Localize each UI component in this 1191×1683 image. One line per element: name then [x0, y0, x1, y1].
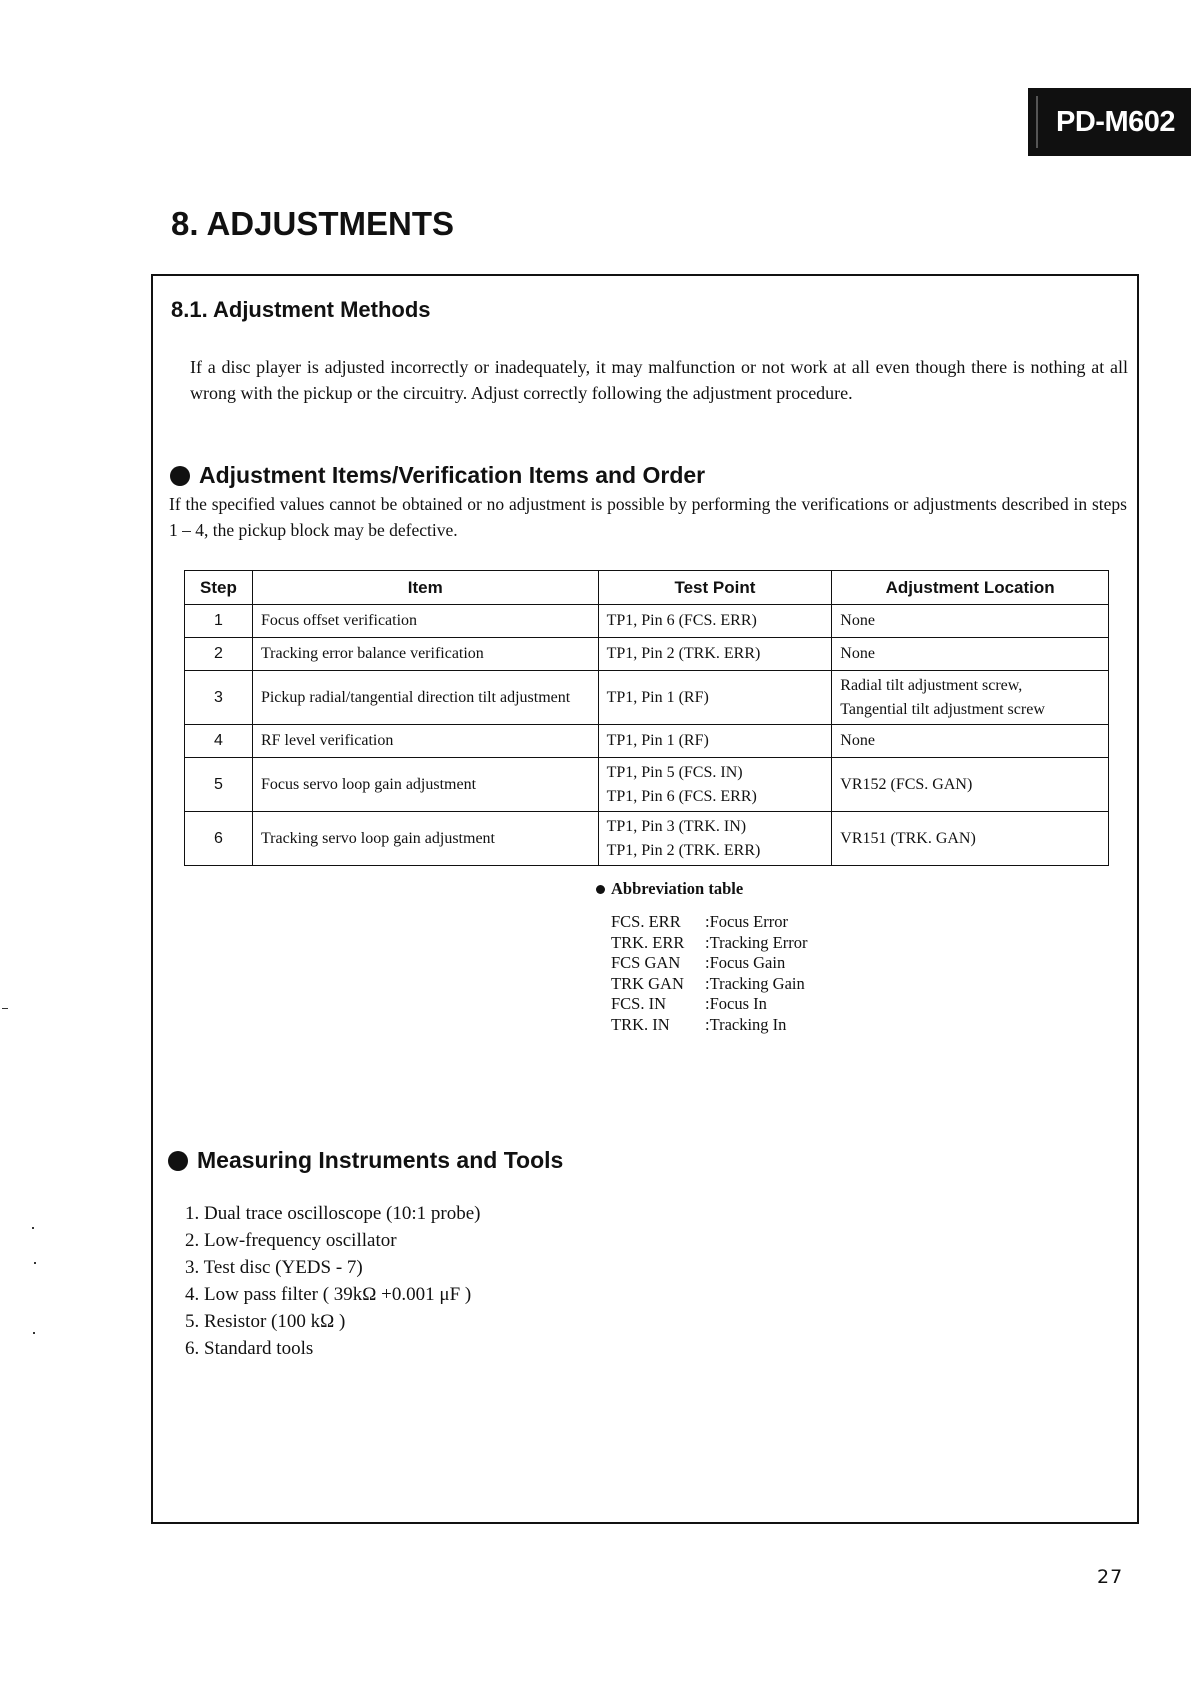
tools-heading [168, 1147, 563, 1174]
location-line: Tangential tilt adjustment screw [840, 700, 1045, 718]
page-number: 27 [1097, 1566, 1124, 1588]
abbreviation-table [611, 912, 808, 1035]
test-point-line: TP1, Pin 1 (RF) [606, 732, 709, 749]
abbreviation-code: TRK GAN [611, 973, 684, 993]
step-cell: 4 [185, 725, 253, 758]
item-cell: Focus offset verification [252, 605, 598, 638]
location-line: None [840, 612, 875, 629]
abbreviation-meaning: :Tracking In [705, 1014, 787, 1034]
table-row [185, 725, 1109, 758]
model-tab [1028, 88, 1191, 156]
scan-speck [32, 1227, 34, 1229]
test-point-line: TP1, Pin 2 (TRK. ERR) [606, 645, 761, 662]
header-adjustment-location: Adjustment Location [832, 571, 1109, 605]
abbreviation-row [611, 994, 808, 1015]
location-line: VR151 (TRK. GAN) [840, 829, 976, 847]
order-heading-text: Adjustment Items/Verification Items and Order [199, 462, 706, 488]
abbreviation-row [611, 912, 808, 933]
test-point-line: TP1, Pin 3 (TRK. IN) [606, 817, 747, 835]
test-point-line: TP1, Pin 2 (TRK. ERR) [606, 841, 761, 859]
abbreviation-row [611, 953, 808, 974]
abbreviation-code: FCS GAN [611, 953, 681, 972]
step-cell: 6 [185, 812, 253, 866]
table-row [185, 758, 1109, 812]
step-cell: 2 [185, 638, 253, 671]
table-header-row [185, 571, 1109, 605]
abbreviation-code: FCS. ERR [611, 912, 681, 931]
header-item: Item [252, 571, 598, 605]
test-point-cell [598, 725, 832, 758]
page-title: 8. ADJUSTMENTS [171, 205, 454, 242]
location-cell [832, 671, 1109, 725]
list-item: 6. Standard tools [185, 1338, 314, 1359]
abbreviation-row [611, 974, 808, 995]
location-line: None [840, 645, 875, 662]
item-cell: Focus servo loop gain adjustment [252, 758, 598, 812]
abbreviation-meaning: :Tracking Gain [705, 973, 805, 993]
section-title: 8.1. Adjustment Methods [171, 297, 431, 322]
test-point-line: TP1, Pin 6 (FCS. ERR) [606, 612, 757, 629]
abbreviation-title-text: Abbreviation table [611, 879, 744, 898]
order-note: If the specified values cannot be obtained or no adjustment is possible by performing the verifications or adjustments described in steps 1 – 4, the pickup block may be defective. [169, 494, 1127, 540]
test-point-cell [598, 638, 832, 671]
table-row [185, 671, 1109, 725]
test-point-line: TP1, Pin 1 (RF) [606, 688, 709, 706]
location-cell [832, 605, 1109, 638]
item-cell: Tracking error balance verification [252, 638, 598, 671]
abbreviation-meaning: :Focus Error [705, 912, 788, 931]
header-step: Step [185, 571, 253, 605]
test-point-cell [598, 758, 832, 812]
location-cell [832, 638, 1109, 671]
table-row [185, 638, 1109, 671]
list-item: 2. Low-frequency oscillator [185, 1230, 397, 1251]
abbreviation-meaning: :Focus Gain [705, 953, 786, 972]
intro-paragraph: If a disc player is adjusted incorrectly or inadequately, it may malfunction or not work at all even though there is nothing at all wrong with the pickup or the circuitry. Adjust correctly following the adjustment procedure. [190, 357, 1128, 403]
bullet-icon [170, 466, 190, 486]
abbreviation-code: FCS. IN [611, 994, 667, 1013]
test-point-cell [598, 605, 832, 638]
location-cell [832, 812, 1109, 866]
tools-heading-text: Measuring Instruments and Tools [197, 1147, 564, 1173]
tab-edge-mark [1036, 96, 1038, 148]
abbreviation-title [596, 879, 743, 899]
list-item: 1. Dual trace oscilloscope (10:1 probe) [185, 1203, 481, 1224]
test-point-cell [598, 812, 832, 866]
model-label: PD-M602 [1056, 105, 1175, 138]
abbreviation-code: TRK. ERR [611, 932, 685, 952]
location-cell [832, 758, 1109, 812]
step-cell: 3 [185, 671, 253, 725]
item-cell: Pickup radial/tangential direction tilt adjustment [252, 671, 598, 725]
step-cell: 5 [185, 758, 253, 812]
tools-list [185, 1200, 480, 1362]
bullet-icon [168, 1151, 188, 1171]
item-cell: RF level verification [252, 725, 598, 758]
scan-speck [33, 1332, 35, 1334]
list-item: 3. Test disc (YEDS - 7) [185, 1257, 363, 1278]
scan-speck [34, 1262, 36, 1264]
test-point-cell [598, 671, 832, 725]
header-test-point: Test Point [598, 571, 832, 605]
list-item: 5. Resistor (100 kΩ ) [185, 1311, 346, 1332]
test-point-line: TP1, Pin 6 (FCS. ERR) [606, 787, 757, 805]
table-row [185, 812, 1109, 866]
abbreviation-row [611, 1015, 808, 1036]
abbreviation-meaning: :Focus In [705, 994, 767, 1013]
item-cell: Tracking servo loop gain adjustment [252, 812, 598, 866]
bullet-icon [596, 885, 605, 894]
location-cell [832, 725, 1109, 758]
step-cell: 1 [185, 605, 253, 638]
abbreviation-row [611, 933, 808, 954]
abbreviation-meaning: :Tracking Error [705, 932, 808, 952]
list-item: 4. Low pass filter ( 39kΩ +0.001 μF ) [185, 1284, 472, 1305]
scan-speck [2, 1008, 8, 1009]
test-point-line: TP1, Pin 5 (FCS. IN) [606, 763, 743, 781]
abbreviation-code: TRK. IN [611, 1014, 670, 1034]
location-line: VR152 (FCS. GAN) [840, 775, 973, 793]
location-line: Radial tilt adjustment screw, [840, 676, 1023, 694]
location-line: None [840, 732, 875, 749]
order-heading [170, 462, 705, 489]
adjustment-table [184, 570, 1109, 866]
table-row [185, 605, 1109, 638]
